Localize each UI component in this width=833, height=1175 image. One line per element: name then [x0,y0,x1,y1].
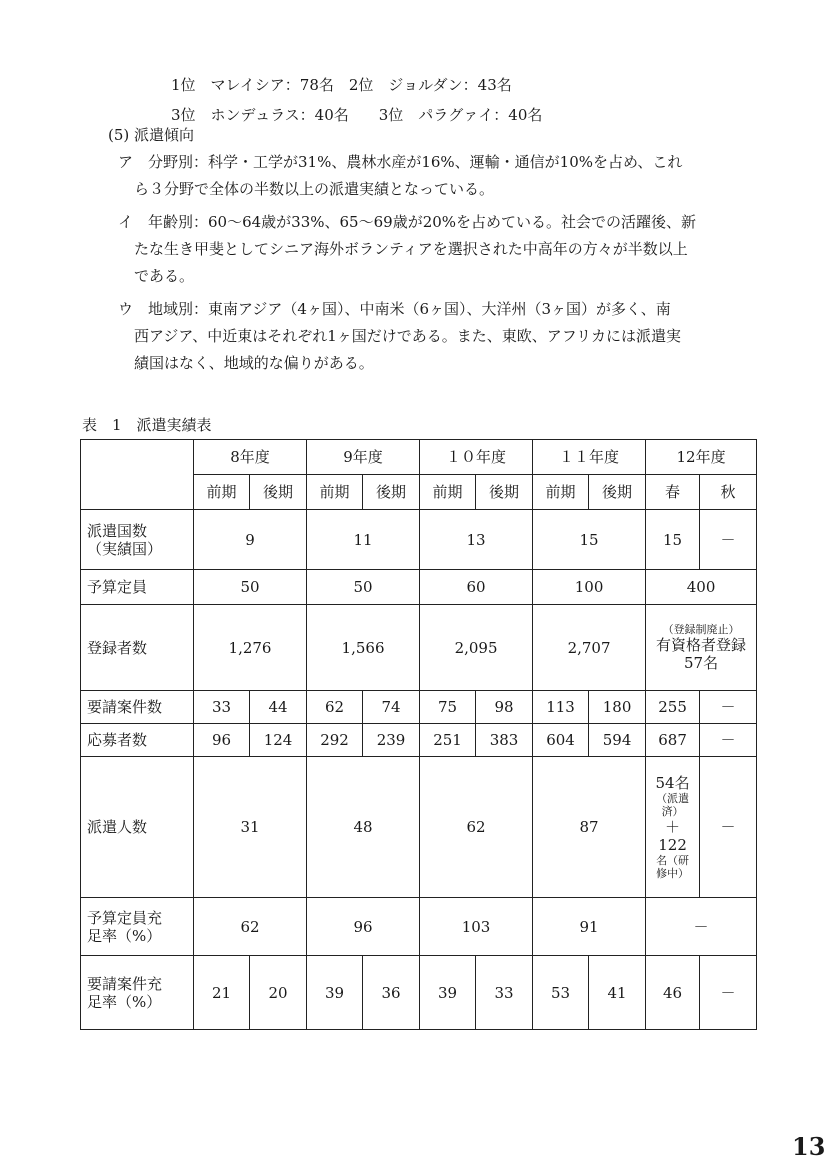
row-label [81,510,194,570]
dispatched-line: （派遣 [656,792,690,805]
term-late: 後期 [589,475,646,510]
cell-value: 31 [194,757,307,898]
cell-value: 74 [363,691,420,724]
row-dispatched [81,757,757,898]
cell-value: 33 [476,956,533,1030]
year-header-10: １０年度 [420,440,533,475]
dispatched-line: ＋ [665,818,681,836]
cell-value: 251 [420,724,476,757]
cell-value: － [646,898,757,956]
cell-value: 62 [307,691,363,724]
cell-value: 98 [476,691,533,724]
row-label-line: 要請案件充 [87,974,163,993]
year-header-12: 12年度 [646,440,757,475]
cell-value: 21 [194,956,250,1030]
trend-field-line-2: ら３分野で全体の半数以上の派遣実績となっている。 [134,180,495,198]
cell-value: 383 [476,724,533,757]
cell-value: 2,707 [533,605,646,691]
registration-note-line: 57名 [684,654,719,672]
cell-value: 41 [589,956,646,1030]
trend-region-line-3: 績国はなく、地域的な偏りがある。 [134,354,374,372]
term-early: 前期 [307,475,363,510]
trends-heading: (5) 派遣傾向 [108,126,195,144]
row-label [81,898,194,956]
term-early: 前期 [194,475,250,510]
table-caption: 表 1 派遣実績表 [82,416,212,434]
cell-value: 91 [533,898,646,956]
cell-value: 255 [646,691,700,724]
cell-value: 11 [307,510,420,570]
cell-value: 60 [420,570,533,605]
cell-value: 44 [250,691,307,724]
row-label-line: 足率（%） [87,992,162,1011]
year-header-11: １１年度 [533,440,646,475]
cell-value: 113 [533,691,589,724]
term-spring: 春 [646,475,700,510]
cell-value: － [700,691,757,724]
cell-value: 48 [307,757,420,898]
cell-value: 53 [533,956,589,1030]
trend-item-region [118,296,681,377]
term-late: 後期 [476,475,533,510]
ranking-line-2: 3位 ホンデュラス：40名 3位 パラグァイ：40名 [171,106,543,124]
cell-value: 1,276 [194,605,307,691]
row-registered [81,605,757,691]
row-label: 登録者数 [81,605,194,691]
dispatch-results-table [80,439,757,1030]
row-requests [81,691,757,724]
cell-value: 33 [194,691,250,724]
cell-value: 100 [533,570,646,605]
cell-value: 96 [307,898,420,956]
row-label [81,956,194,1030]
cell-value: 594 [589,724,646,757]
cell-value: 87 [533,757,646,898]
registration-note-cell [646,605,757,691]
header-corner [81,440,194,510]
dispatched-line: 済） [661,805,684,818]
cell-value: 50 [194,570,307,605]
cell-value: － [700,757,757,898]
cell-value: 604 [533,724,589,757]
row-label: 要請案件数 [81,691,194,724]
row-budget [81,570,757,605]
cell-value: 687 [646,724,700,757]
cell-value: 39 [420,956,476,1030]
cell-value: － [700,956,757,1030]
trend-age-line-3: である。 [134,267,195,285]
page-number: 13 [792,1132,826,1161]
cell-value: 400 [646,570,757,605]
dispatched-line: 54名 [655,774,690,792]
row-label: 予算定員 [81,570,194,605]
dispatched-spring-cell [646,757,700,898]
cell-value: 39 [307,956,363,1030]
trend-item-field [118,149,682,203]
trend-age-line-1: イ 年齢別：60～64歳が33%、65～69歳が20%を占めている。社会での活躍後、新 [118,213,697,231]
cell-value: 20 [250,956,307,1030]
dispatched-line: 名（研 [656,854,690,867]
term-late: 後期 [363,475,420,510]
cell-value: 62 [420,757,533,898]
row-label: 派遣人数 [81,757,194,898]
cell-value: 50 [307,570,420,605]
row-request-fill [81,956,757,1030]
term-early: 前期 [420,475,476,510]
year-header-9: 9年度 [307,440,420,475]
trend-region-line-2: 西アジア、中近東はそれぞれ1ヶ国だけである。また、東欧、アフリカには派遣実 [134,327,681,345]
row-label: 応募者数 [81,724,194,757]
term-autumn: 秋 [700,475,757,510]
dispatched-line: 122 [658,836,687,854]
trend-age-line-2: たな生き甲斐としてシニア海外ボランティアを選択された中高年の方々が半数以上 [134,240,688,258]
row-label-line: （実績国） [87,539,163,558]
trend-field-line-1: ア 分野別：科学・工学が31%、農林水産が16%、運輸・通信が10%を占め、これ [118,153,683,171]
trend-item-age [118,209,696,290]
cell-value: 180 [589,691,646,724]
cell-value: － [700,510,757,570]
row-label-line: 足率（%） [87,926,162,945]
row-label-line: 予算定員充 [87,908,163,927]
cell-value: 9 [194,510,307,570]
row-budget-fill [81,898,757,956]
cell-value: 62 [194,898,307,956]
year-header-8: 8年度 [194,440,307,475]
cell-value: 36 [363,956,420,1030]
registration-note-line: 有資格者登録 [656,636,747,654]
cell-value: 96 [194,724,250,757]
term-early: 前期 [533,475,589,510]
cell-value: 292 [307,724,363,757]
term-late: 後期 [250,475,307,510]
cell-value: 1,566 [307,605,420,691]
registration-note-line: （登録制廃止） [662,623,740,636]
cell-value: 15 [533,510,646,570]
cell-value: 75 [420,691,476,724]
dispatched-line: 修中） [656,867,690,880]
row-label-line: 派遣国数 [87,521,148,540]
cell-value: 124 [250,724,307,757]
row-countries [81,510,757,570]
cell-value: 2,095 [420,605,533,691]
ranking-line-1: 1位 マレイシア：78名 2位 ジョルダン：43名 [171,76,512,94]
cell-value: 15 [646,510,700,570]
header-row-years [81,440,757,475]
cell-value: 46 [646,956,700,1030]
cell-value: － [700,724,757,757]
row-applicants [81,724,757,757]
trend-region-line-1: ウ 地域別：東南アジア（4ヶ国）、中南米（6ヶ国）、大洋州（3ヶ国）が多く、南 [118,300,671,318]
cell-value: 239 [363,724,420,757]
cell-value: 103 [420,898,533,956]
cell-value: 13 [420,510,533,570]
